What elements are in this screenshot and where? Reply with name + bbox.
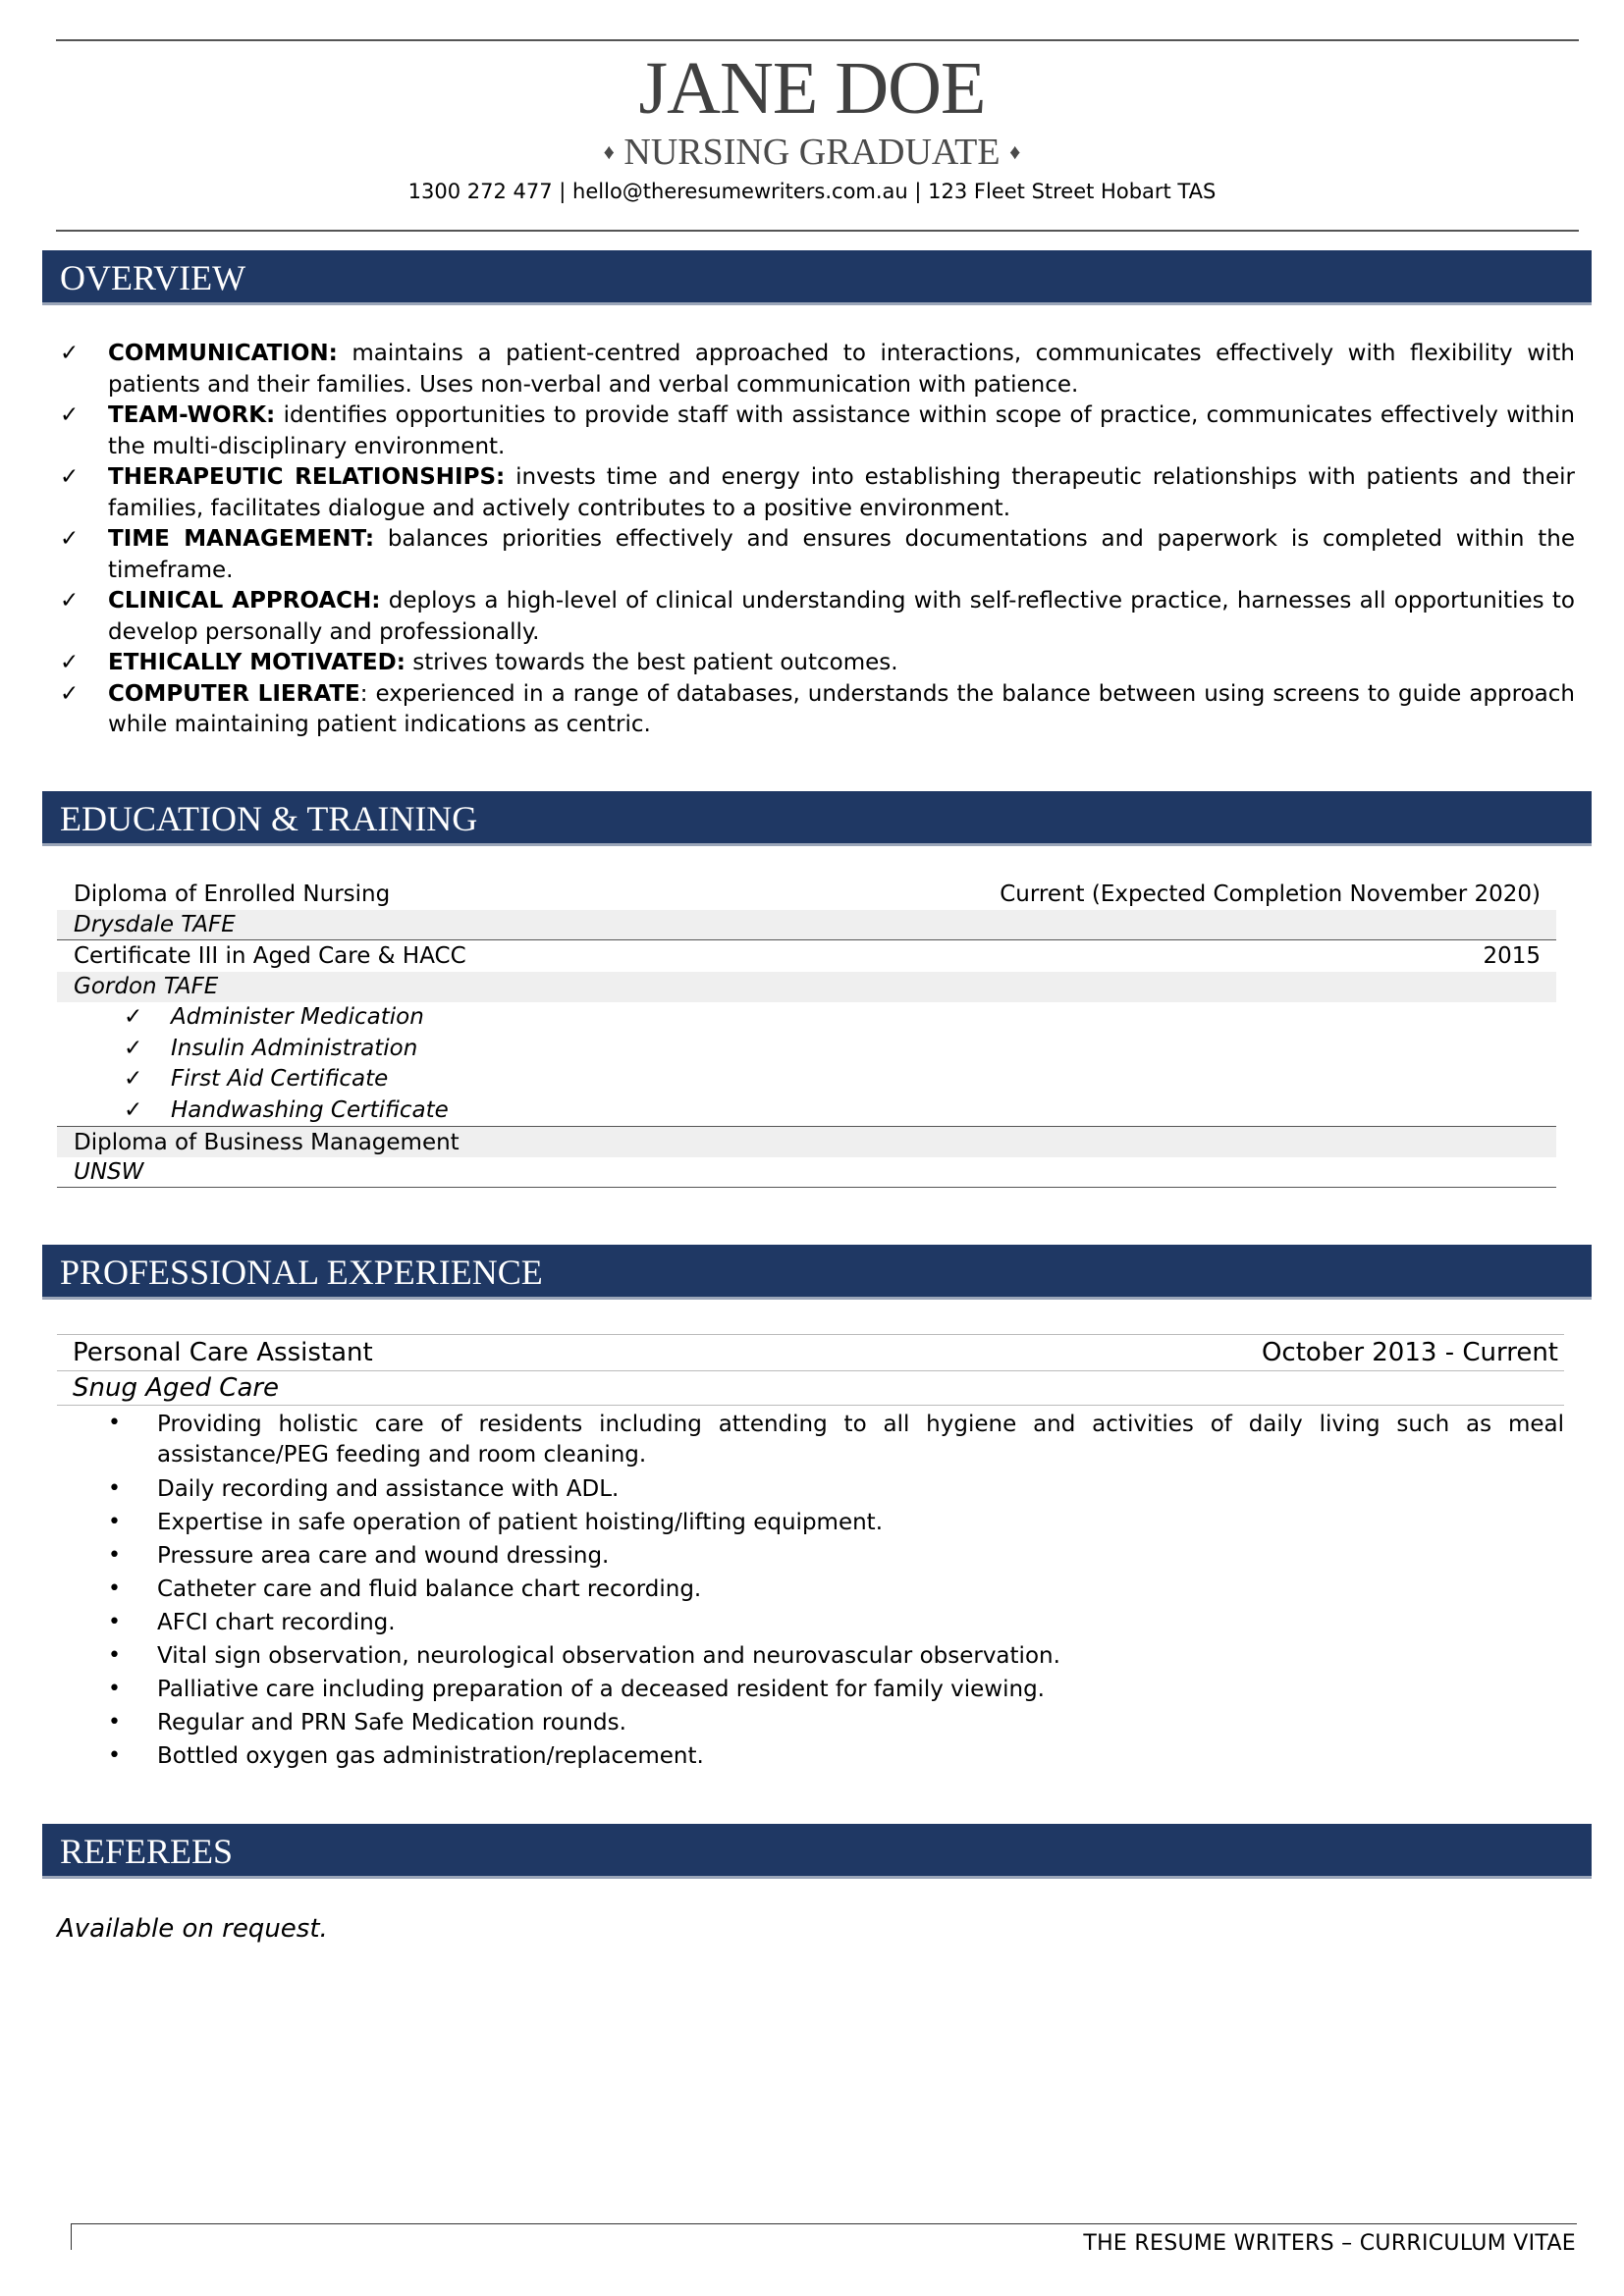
- check-icon: ✓: [60, 588, 80, 614]
- employer: Snug Aged Care: [57, 1370, 1564, 1406]
- list-item: [57, 1573, 1564, 1606]
- bullet-icon: •: [108, 1411, 121, 1435]
- candidate-name: JANE DOE: [638, 47, 986, 130]
- institution: Gordon TAFE: [57, 972, 1556, 1002]
- list-item: [56, 339, 1575, 400]
- duties-list: [57, 1408, 1564, 1773]
- check-icon: ✓: [60, 464, 80, 490]
- duty-text: Catheter care and fluid balance chart recording.: [157, 1576, 702, 1602]
- bullet-icon: •: [108, 1576, 121, 1601]
- duty-text: AFCI chart recording.: [157, 1610, 396, 1635]
- diamond-icon: ♦: [1009, 139, 1021, 165]
- candidate-title-text: NURSING GRADUATE: [623, 132, 1001, 173]
- education-table: [57, 879, 1556, 1188]
- qualification-title: Diploma of Business Management: [74, 1130, 460, 1155]
- check-icon: ✓: [60, 402, 80, 428]
- duty-text: Daily recording and assistance with ADL.: [157, 1476, 620, 1502]
- bullet-icon: •: [108, 1510, 121, 1534]
- check-icon: ✓: [124, 1096, 143, 1123]
- overview-text: maintains a patient-centred approached to interactions, communicates effectively with flexibility with patients and their families. Uses non-verbal and verbal communication with patience.: [108, 341, 1575, 398]
- overview-label: COMPUTER LIERATE: [108, 680, 360, 707]
- job-title: Personal Care Assistant: [73, 1338, 373, 1367]
- footer-rule-tick: [71, 2223, 72, 2250]
- duty-text: Expertise in safe operation of patient hoisting/lifting equipment.: [157, 1510, 883, 1535]
- duty-text: Vital sign observation, neurological observation and neurovascular observation.: [157, 1643, 1060, 1669]
- bullet-icon: •: [108, 1710, 121, 1735]
- bullet-icon: •: [108, 1476, 121, 1501]
- list-item: [57, 1506, 1564, 1539]
- check-icon: ✓: [60, 650, 80, 675]
- section-header-experience: PROFESSIONAL EXPERIENCE: [42, 1245, 1592, 1300]
- check-icon: ✓: [124, 1066, 143, 1092]
- check-icon: ✓: [124, 1035, 143, 1061]
- footer-rule: [71, 2223, 1577, 2224]
- list-item: [56, 524, 1575, 586]
- duty-text: Bottled oxygen gas administration/replacement.: [157, 1743, 704, 1769]
- section-header-referees: REFEREES: [42, 1824, 1592, 1879]
- overview-text: deploys a high-level of clinical understanding with self-reflective practice, harnesses all opportunities to develop personally and professionally.: [108, 588, 1575, 645]
- education-entry: [57, 1126, 1556, 1157]
- list-item: [57, 1673, 1564, 1706]
- qualification-date: Current (Expected Completion November 2020): [1000, 881, 1541, 907]
- duty-text: Pressure area care and wound dressing.: [157, 1543, 610, 1569]
- list-item: [57, 1095, 1556, 1127]
- certificate-item: First Aid Certificate: [171, 1066, 389, 1092]
- diamond-icon: ♦: [603, 139, 615, 165]
- duty-text: Palliative care including preparation of a deceased resident for family viewing.: [157, 1677, 1045, 1702]
- duty-text: Providing holistic care of residents including attending to all hygiene and activities of daily living such as meal assistance/PEG feeding and room cleaning.: [157, 1412, 1564, 1468]
- check-icon: ✓: [124, 1004, 143, 1030]
- qualification-title: Diploma of Enrolled Nursing: [74, 881, 391, 907]
- list-item: [57, 1606, 1564, 1639]
- candidate-title: [0, 128, 1624, 180]
- list-item: [57, 1639, 1564, 1673]
- header-rule: [56, 230, 1579, 232]
- list-item: [56, 462, 1575, 524]
- education-entry: [57, 940, 1556, 972]
- job-header: [57, 1334, 1564, 1370]
- overview-text: balances priorities effectively and ensures documentations and paperwork is completed within the timeframe.: [108, 526, 1575, 583]
- bullet-icon: •: [108, 1543, 121, 1568]
- section-header-overview: OVERVIEW: [42, 250, 1592, 305]
- certificate-item: Administer Medication: [171, 1004, 424, 1030]
- list-item: [56, 648, 1575, 679]
- referees-text: Available on request.: [57, 1914, 328, 1944]
- list-item: [57, 1034, 1556, 1065]
- overview-text: strives towards the best patient outcomes.: [405, 650, 898, 675]
- list-item: [56, 679, 1575, 741]
- bullet-icon: •: [108, 1743, 121, 1768]
- check-icon: ✓: [60, 680, 80, 707]
- overview-text: invests time and energy into establishing therapeutic relationships with patients and their families, facilitates dialogue and actively contributes to a positive environment.: [108, 464, 1575, 521]
- list-item: [56, 586, 1575, 648]
- duty-text: Regular and PRN Safe Medication rounds.: [157, 1710, 626, 1735]
- overview-text: : experienced in a range of databases, understands the balance between using screens to guide approach while maintaining patient indications as centric.: [108, 680, 1575, 737]
- check-icon: ✓: [60, 341, 80, 366]
- contact-line: 1300 272 477 | hello@theresumewriters.com.au | 123 Fleet Street Hobart TAS: [407, 180, 1217, 203]
- footer-text: THE RESUME WRITERS – CURRICULUM VITAE: [1083, 2231, 1576, 2256]
- check-icon: ✓: [60, 526, 80, 552]
- institution: Drysdale TAFE: [57, 910, 1556, 940]
- list-item: [57, 1408, 1564, 1472]
- overview-label: TEAM-WORK:: [108, 402, 276, 428]
- list-item: [57, 1706, 1564, 1739]
- qualification-title: Certificate III in Aged Care & HACC: [74, 943, 466, 969]
- list-item: [57, 1472, 1564, 1506]
- overview-label: TIME MANAGEMENT:: [108, 526, 375, 552]
- job-dates: October 2013 - Current: [1261, 1338, 1558, 1367]
- bullet-icon: •: [108, 1643, 121, 1668]
- overview-text: identifies opportunities to provide staff with assistance within scope of practice, communicates effectively within the multi-disciplinary environment.: [108, 402, 1575, 459]
- list-item: [57, 1002, 1556, 1034]
- section-header-education: EDUCATION & TRAINING: [42, 791, 1592, 846]
- education-entry: [57, 879, 1556, 910]
- certificate-item: Insulin Administration: [171, 1035, 418, 1061]
- overview-label: CLINICAL APPROACH:: [108, 588, 381, 614]
- institution: UNSW: [57, 1157, 1556, 1188]
- list-item: [56, 400, 1575, 462]
- certificate-item: Handwashing Certificate: [171, 1096, 449, 1123]
- experience-entry: [57, 1334, 1564, 1773]
- list-item: [57, 1739, 1564, 1773]
- bullet-icon: •: [108, 1610, 121, 1634]
- list-item: [57, 1064, 1556, 1095]
- overview-label: COMMUNICATION:: [108, 341, 338, 366]
- overview-label: ETHICALLY MOTIVATED:: [108, 650, 406, 675]
- overview-list: [56, 339, 1575, 741]
- bullet-icon: •: [108, 1677, 121, 1701]
- list-item: [57, 1539, 1564, 1573]
- overview-label: THERAPEUTIC RELATIONSHIPS:: [108, 464, 506, 490]
- qualification-date: 2015: [1483, 943, 1541, 969]
